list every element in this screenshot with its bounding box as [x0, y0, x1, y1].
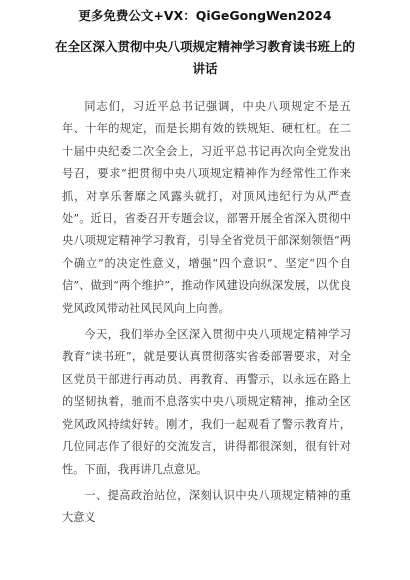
paragraph-today: 今天，我们举办全区深入贯彻中央八项规定精神学习教育“读书班”，就是要认真贯彻落实省委部署要求，对全区党员干部进行再动员、再教育、再警示，以永远在路上的坚韧执着，驰而不息落实中央八项规定精神，推动全区党风政风持续好转。刚才，我们一起观看了警示教育片，几位同志作了很好的交流发言，讲得都很深刻，很有针对性。下面，我再讲几点意见。 [62, 328, 351, 476]
document-body [62, 96, 351, 534]
document-title: 在全区深入贯彻中央八项规定精神学习教育读书班上的讲话 [54, 39, 355, 76]
paragraph-intro: 同志们，习近平总书记强调，中央八项规定不是五年、十年的规定，而是长期有效的铁规矩、硬杠杠。在二十届中央纪委二次全会上，习近平总书记再次向全党发出号召，要求“把贯彻中央八项规定精神作为经常性工作来抓，对享乐奢靡之风露头就打，对顶风违纪行为从严查处”。近日，省委召开专题会议，部署开展全省深入贯彻中央八项规定精神学习教育，引导全省党员干部深刻领悟“两个确立”的决定性意义，增强“四个意识”、坚定“四个自信”、做到“两个维护”，推动作风建设向纵深发展，以优良党风政风带动社风民风向上向善。 [62, 100, 351, 315]
header-banner: 更多免费公文+VX：QiGeGongWen2024 [78, 8, 332, 23]
section-heading-1: 一、提高政治站位，深刻认识中央八项规定精神的重大意义 [62, 488, 351, 525]
